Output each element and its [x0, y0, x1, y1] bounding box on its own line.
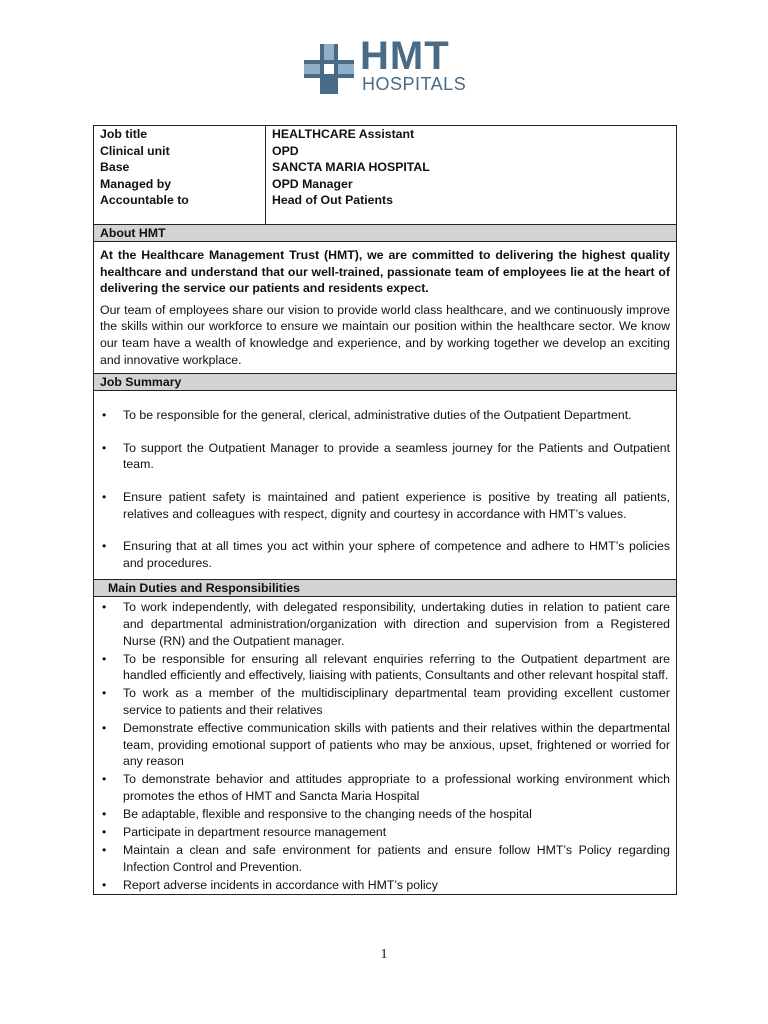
list-item-text: Maintain a clean and safe environment for patients and ensure follow HMT’s Policy regarding Infection Control and Prevention. — [123, 843, 670, 874]
bullet-icon: • — [102, 825, 107, 840]
list-item — [100, 538, 670, 571]
list-item-text: Ensuring that at all times you act within your sphere of competence and adhere to HMT’s policies and procedures. — [123, 539, 670, 570]
list-item-text: To support the Outpatient Manager to provide a seamless journey for the Patients and Outpatient team. — [123, 440, 670, 472]
list-item — [100, 824, 670, 841]
list-item — [100, 440, 670, 473]
list-item — [100, 685, 670, 718]
bullet-icon: • — [102, 720, 107, 735]
logo-subtitle: HOSPITALS — [362, 74, 467, 94]
about-body: Our team of employees share our vision to provide world class healthcare, and we continuously improve the skills within our workforce to ensure we maintain our position within the healthcare sector. We know our team have a wealth of knowledge and experience, and by working together we develop an exciting and innovative workplace. — [100, 302, 670, 367]
list-item — [100, 806, 670, 823]
label-base: Base — [100, 160, 130, 174]
label-job-title: Job title — [100, 127, 148, 141]
duties-list — [100, 599, 670, 893]
list-item-text: To be responsible for the general, clerical, administrative duties of the Outpatient Department. — [123, 408, 632, 423]
list-item-text: Be adaptable, flexible and responsive to the changing needs of the hospital — [123, 806, 532, 821]
bullet-icon: • — [102, 651, 107, 666]
page-number: 1 — [380, 947, 388, 962]
list-item-text: Demonstrate effective communication skills with patients and their relatives within the departmental team, providing emotional support of patients who may be anxious, upset, frightened or worried for any reason — [123, 720, 670, 769]
logo-name: HMT — [360, 34, 450, 78]
bullet-icon: • — [102, 686, 107, 701]
about-intro: At the Healthcare Management Trust (HMT), we are committed to delivering the highest quality healthcare and understand that our well-trained, passionate team of employees lie at the heart of delivering the service our patients and residents expect. — [100, 248, 670, 296]
bullet-icon: • — [102, 843, 107, 858]
label-accountable-to: Accountable to — [100, 193, 189, 207]
job-info-row — [94, 126, 676, 225]
bullet-icon: • — [102, 806, 107, 821]
list-item — [100, 842, 670, 875]
list-item-text: To work independently, with delegated responsibility, undertaking duties in relation to patient care and departmental administration/organization with direction and supervision from a Registered Nurse (RN) and the Outpatient manager. — [123, 600, 670, 648]
list-item-text: Report adverse incidents in accordance with HMT’s policy — [123, 877, 438, 892]
value-base: SANCTA MARIA HOSPITAL — [272, 160, 430, 174]
list-item — [100, 489, 670, 522]
bullet-icon: • — [102, 539, 107, 554]
bullet-icon: • — [102, 772, 107, 787]
bullet-icon: • — [102, 489, 107, 504]
label-managed-by: Managed by — [100, 176, 172, 191]
list-item — [100, 651, 670, 684]
list-item — [100, 771, 670, 804]
list-item — [100, 407, 670, 424]
list-item — [100, 599, 670, 649]
list-item-text: To be responsible for ensuring all relevant enquiries referring to the Outpatient department are handled efficiently and effectively, liaising with patients, Consultants and other relevant hospital staff. — [123, 651, 670, 683]
job-info-values — [266, 126, 676, 224]
list-item-text: To work as a member of the multidisciplinary departmental team providing excellent customer service to patients and their relatives — [123, 686, 670, 717]
value-clinical-unit: OPD — [272, 143, 299, 158]
bullet-icon: • — [102, 877, 107, 892]
list-item-text: Ensure patient safety is maintained and patient experience is positive by treating all patients, relatives and colleagues with respect, dignity and courtesy in accordance with HMT’s values. — [123, 489, 670, 521]
list-item-text: To demonstrate behavior and attitudes appropriate to a professional working environment which promotes the ethos of HMT and Sancta Maria Hospital — [123, 772, 670, 803]
job-summary-section — [94, 391, 676, 580]
bullet-icon: • — [102, 600, 107, 615]
list-item — [100, 877, 670, 894]
job-description-table — [93, 125, 677, 895]
duties-heading: Main Duties and Responsibilities — [94, 580, 676, 597]
about-section — [94, 242, 676, 374]
job-info-labels — [94, 126, 266, 224]
job-summary-list — [100, 407, 670, 571]
list-item-text: Participate in department resource management — [123, 825, 387, 840]
value-job-title: HEALTHCARE Assistant — [272, 127, 415, 141]
about-heading: About HMT — [94, 225, 676, 242]
duties-section — [94, 597, 676, 894]
value-accountable-to: Head of Out Patients — [272, 193, 393, 207]
list-item — [100, 720, 670, 770]
label-clinical-unit: Clinical unit — [100, 143, 170, 158]
job-summary-heading: Job Summary — [94, 374, 676, 391]
medical-cross-icon — [302, 42, 356, 96]
bullet-icon: • — [102, 440, 107, 455]
bullet-icon: • — [102, 408, 107, 423]
value-managed-by: OPD Manager — [272, 176, 353, 191]
hmt-hospitals-logo — [302, 34, 472, 96]
